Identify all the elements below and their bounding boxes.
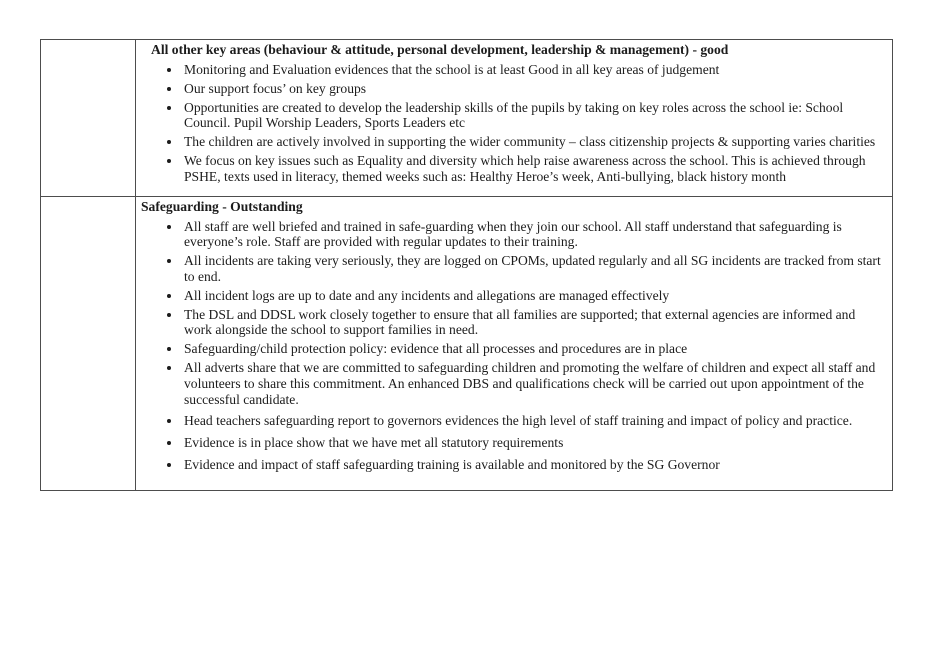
table-row-key-areas: [41, 40, 893, 197]
safeguarding-bullet-list: [141, 219, 886, 473]
bullet-item: • Evidence and impact of staff safeguarding training is available and monitored by the SG Governor: [182, 457, 886, 473]
bullet-item: • Head teachers safeguarding report to governors evidences the high level of staff training and impact of policy and practice.: [182, 413, 886, 429]
safeguarding-cell: [136, 196, 893, 490]
bullet-item: • Safeguarding/child protection policy: evidence that all processes and procedures are in place: [182, 341, 886, 357]
key-areas-header: All other key areas (behaviour & attitude, personal development, leadership & management) - good: [151, 42, 729, 57]
bullet-item: • We focus on key issues such as Equality and diversity which help raise awareness across the school. This is achieved through PSHE, texts used in literacy, themed weeks such as: Healthy Heroe’s week, Anti-bullying, black history month: [182, 153, 886, 185]
bullet-item: • All staff are well briefed and trained in safe-guarding when they join our school. All staff understand that safeguarding is everyone’s role. Staff are provided with regular updates to their training.: [182, 219, 886, 251]
bullet-item: • Evidence is in place show that we have met all statutory requirements: [182, 435, 886, 451]
empty-label-cell: [41, 196, 136, 490]
bullet-item: • Opportunities are created to develop the leadership skills of the pupils by taking on key roles across the school ie: School Council. Pupil Worship Leaders, Sports Leaders etc: [182, 100, 886, 132]
bullet-item: • All incident logs are up to date and any incidents and allegations are managed effectively: [182, 288, 886, 304]
evaluation-table: [40, 39, 893, 491]
bullet-item: • All adverts share that we are committed to safeguarding children and promoting the welfare of children and expect all staff and volunteers to share this commitment. An enhanced DBS and qualifications check will be carried out upon appointment of the successful candidate.: [182, 360, 886, 407]
bullet-item: • The DSL and DDSL work closely together to ensure that all families are supported; that external agencies are informed and work alongside the school to support families in need.: [182, 307, 886, 339]
bullet-item: • The children are actively involved in supporting the wider community – class citizenship projects & supporting varies charities: [182, 134, 886, 150]
table-row-safeguarding: [41, 196, 893, 490]
bullet-item: • Monitoring and Evaluation evidences that the school is at least Good in all key areas of judgement: [182, 62, 886, 78]
key-areas-bullet-list: [141, 62, 886, 185]
key-areas-cell: [136, 40, 893, 197]
empty-label-cell: [41, 40, 136, 197]
bullet-item: • Our support focus’ on key groups: [182, 81, 886, 97]
bullet-item: • All incidents are taking very seriously, they are logged on CPOMs, updated regularly and all SG incidents are tracked from start to end.: [182, 253, 886, 285]
safeguarding-header: Safeguarding - Outstanding: [141, 198, 303, 214]
